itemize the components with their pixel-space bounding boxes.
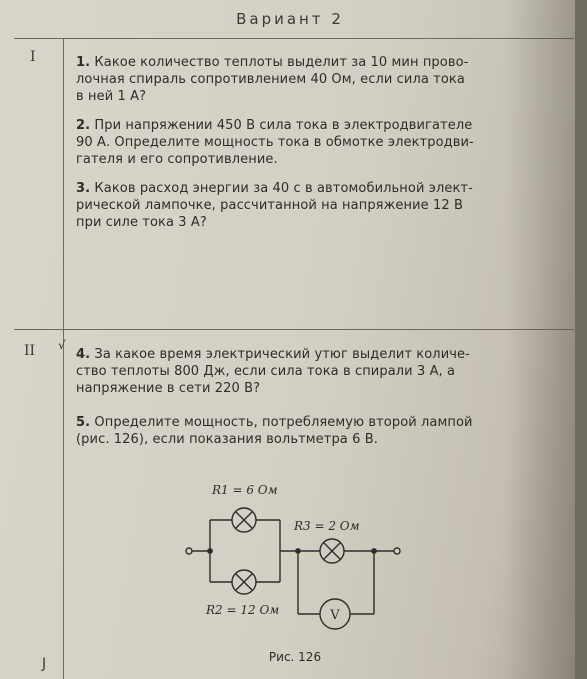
question-4-number: 4. [76,347,91,362]
r1-label: R1 = 6 Ом [212,483,278,497]
question-2-text-1: При напряжении 450 В сила тока в электродвигателе [94,118,473,133]
question-3-text-1: Каков расход энергии за 40 с в автомобильной элект- [94,181,473,196]
question-4-text-1: За какое время электрический утюг выделит количе- [94,347,470,362]
question-3-line-2: рической лампочке, рассчитанной на напряжение 12 В [76,198,463,213]
question-4-line-3: напряжение в сети 220 В? [76,381,261,396]
question-1-line-3: в ней 1 А? [76,89,147,104]
question-1-text-1: Какое количество теплоты выделит за 10 мин прово- [94,55,469,70]
variant-title: Вариант 2 [236,10,344,28]
question-1-number: 1. [76,55,91,70]
r3-label: R3 = 2 Ом [294,519,360,533]
section-label-1: I [30,49,36,65]
question-4-line-2: ство теплоты 800 Дж, если сила тока в спирали 3 А, а [76,364,456,379]
question-2-line-2: 90 А. Определите мощность тока в обмотке электродви- [76,135,474,150]
question-5-line-2: (рис. 126), если показания вольтметра 6 В. [76,432,378,447]
corner-mark: J [42,656,47,672]
question-5-number: 5. [76,415,91,430]
check-mark: √ [58,338,66,352]
question-1-line-2: лочная спираль сопротивлением 40 Ом, если сила тока [76,72,465,87]
left-terminal [186,548,192,554]
r2-label: R2 = 12 Ом [206,603,280,617]
right-terminal [394,548,400,554]
question-5-text-1: Определите мощность, потребляемую второй лампой [94,415,473,430]
question-2-line-3: гателя и его сопротивление. [76,152,278,167]
question-2-number: 2. [76,118,91,133]
voltmeter-label: V [330,608,340,623]
question-3-number: 3. [76,181,91,196]
figure-caption: Рис. 126 [268,650,322,664]
question-3-line-3: при силе тока 3 А? [76,215,207,230]
section-label-2: II [24,343,36,359]
